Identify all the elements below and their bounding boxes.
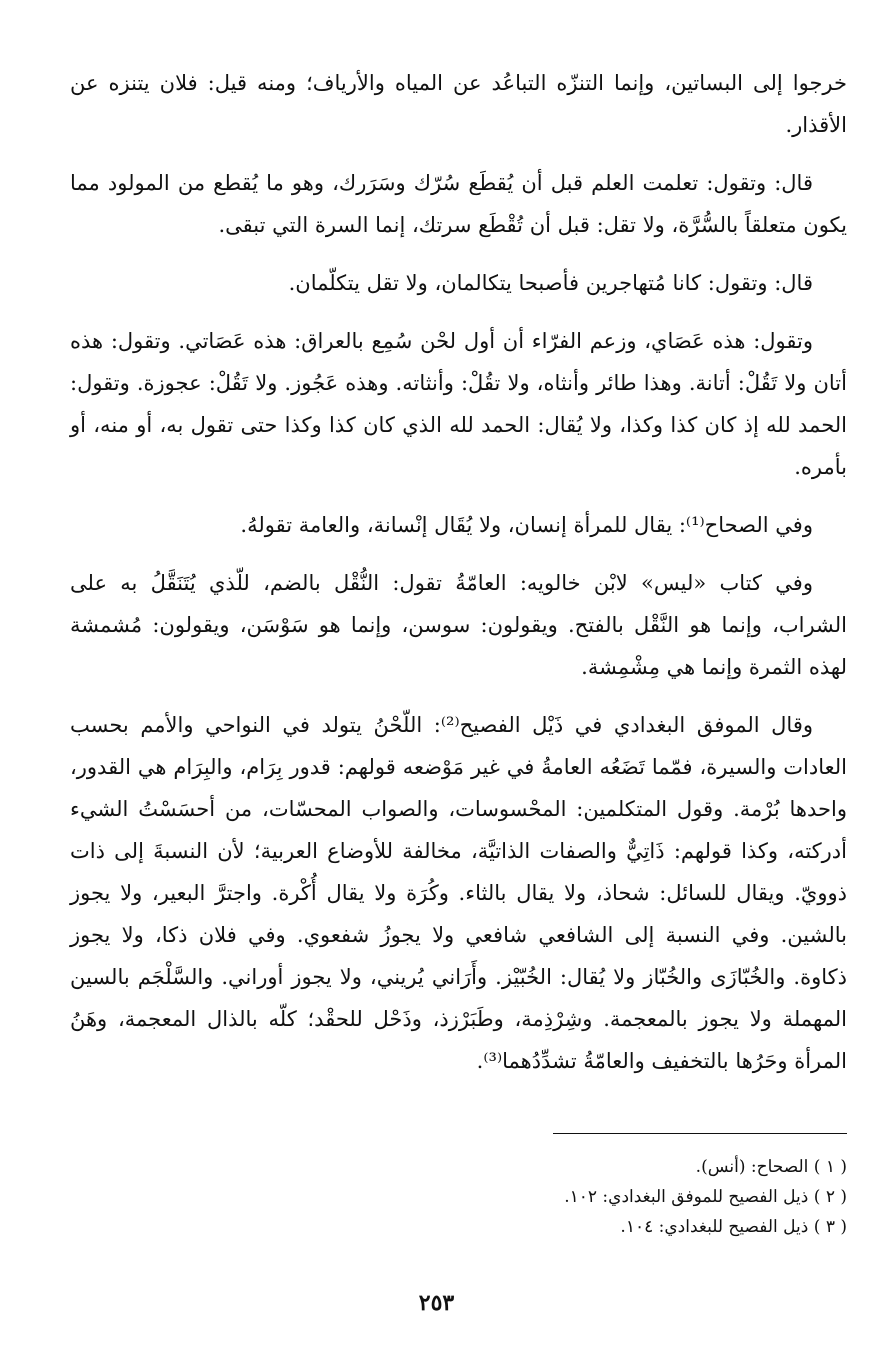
footnote-1: ( ١ ) الصحاح: (أنس). <box>695 1157 847 1177</box>
paragraph-asai: وتقول: هذه عَصَاي، وزعم الفرّاء أن أول لحْن سُمِع بالعراق: هذه عَصَاتي. وتقول: هذه أتان ولا تَقُلْ: أتانة. وهذا طائر وأنثاه، ولا تقُلْ: وأنثاته. وهذه عَجُوز. ولا تَقُلْ: عجوزة. وتقول: الحمد لله إذ كان كذا وكذا، ولا يُقال: الحمد لله الذي كان كذا وكذا حتى تقول به، أو منه، أو بأمره. <box>70 329 847 479</box>
paragraph-mutahajirin: قال: وتقول: كانا مُتهاجرين فأصبحا يتكالمان، ولا تقل يتكلّمان. <box>288 271 813 295</box>
footnote-3: ( ٣ ) ذيل الفصيح للبغدادي: ١٠٤. <box>620 1217 847 1237</box>
footnote-separator <box>553 1133 847 1134</box>
footnotes <box>70 1152 847 1242</box>
paragraph-kitab-lays: وفي كتاب «ليس» لابْن خالويه: العامّةُ تقول: النُّقْل بالضم، للّذي يُتَنَقَّلُ به على الشراب، وإنما هو النَّقْل بالفتح. ويقولون: سوسن، وإنما هو سَوْسَن، ويقولون: مُشمشة لهذه الثمرة وإنما هي مِشْمِشة. <box>70 571 847 679</box>
footnote-2: ( ٢ ) ذيل الفصيح للموفق البغدادي: ١٠٢. <box>564 1187 847 1207</box>
paragraph-continuation: خرجوا إلى البساتين، وإنما التنزّه التباعُد عن المياه والأرياف؛ ومنه قيل: فلان يتنزه عن الأقذار. <box>70 71 847 137</box>
page-body <box>70 62 847 1098</box>
paragraph-dhayl-al-fasih: وقال الموفق البغدادي في ذَيْل الفصيح⁽²⁾: اللّحْنُ يتولد في النواحي والأمم بحسب العادات والسيرة، فمّما تَضَعُه العامةُ في غير مَوْضعه قولهم: قدور بِرَام، والبِرَام هي القدور، واحدها بُرْمة. وقول المتكلمين: المحْسوسات، والصواب المحسّات، من أحسَسْتُ الشيء أدركته، وكذا قولهم: ذَاتِيٌّ والصفات الذاتيَّة، مخالفة للأوضاع العربية؛ لأن النسبةَ إلى ذات ذوويّ. ويقال للسائل: شحاذ، ولا يقال بالثاء. وكُرَة ولا يقال أُكْرة. واجترَّ البعير، ولا يجوز بالشين. وفي النسبة إلى الشافعي شافعي ولا يجوزُ شفعوي. وفي فلان ذكا، ولا يجوز ذكاوة. والخُبّازَى والخُبّاز ولا يُقال: الخُبّيْز. وأَرَاني يُريني، ولا يجوز أوراني. والسَّلْجَم بالسين المهملة ولا يجوز بالمعجمة. وشِرْذِمة، وطَبَرْزذ، وذَحْل للحقْد؛ كلّه بالذال المعجمة، وهَنُ المرأة وحَرُها بالتخفيف والعامّةُ تشدِّدُهما⁽³⁾. <box>70 713 847 1073</box>
page-number: ٢٥٣ <box>418 1290 455 1316</box>
paragraph-sihah: وفي الصحاح⁽¹⁾: يقال للمرأة إنسان، ولا يُقَال إنْسانة، والعامة تقولهُ. <box>240 513 813 537</box>
paragraph-surr: قال: وتقول: تعلمت العلم قبل أن يُقطَع سُرّك وسَرَرك، وهو ما يُقطع من المولود مما يكون متعلقاً بالسُّرَّة، ولا تقل: قبل أن تُقْطَع سرتك، إنما السرة التي تبقى. <box>70 171 847 237</box>
